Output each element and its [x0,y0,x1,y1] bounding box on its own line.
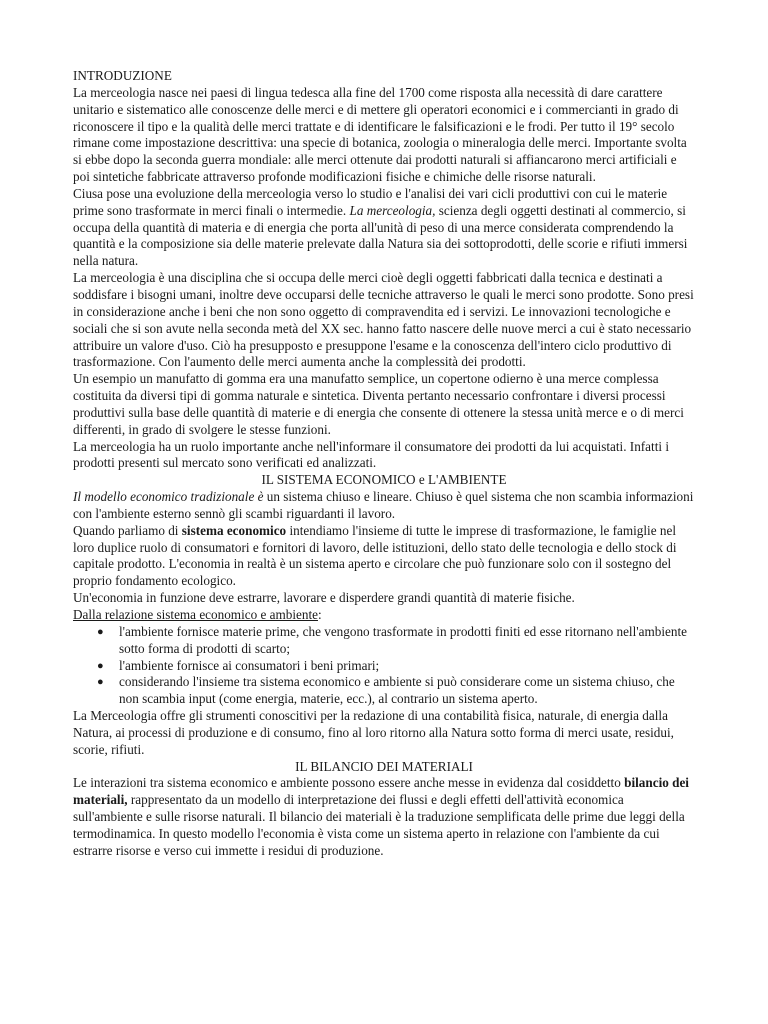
bilancio-paragraph-1 [73,775,695,859]
document-page [73,68,695,860]
sistema-paragraph-4 [73,607,695,624]
section-heading-sistema: IL SISTEMA ECONOMICO e L'AMBIENTE [261,472,507,488]
intro-paragraph-2-emphasis: La merceologia, [349,202,436,218]
intro-heading: INTRODUZIONE [73,68,172,83]
sistema-paragraph-2-bold: sistema economico [181,522,287,538]
sistema-paragraph-1-emphasis: Il modello economico tradizionale è [73,489,264,505]
intro-paragraph-2 [73,186,695,270]
list-item-text: considerando l'insieme tra sistema economico e ambiente si può considerare come un sistema chiuso, che non scambia input (come energia, materie, ecc.), al contrario un sistema aperto. [119,674,675,707]
intro-paragraph-5: La merceologia ha un ruolo importante anche nell'informare il consumatore dei prodotti da lui acquistati. Infatti i prodotti presenti sul mercato sono verificati ed analizzati. [73,438,669,471]
bullet-icon: ● [97,625,104,638]
intro-paragraph-2-text-a: Ciusa pose una evoluzione della merceologia verso lo studio e l'analisi dei vari cicli produttivi con cui le materie prime sono trasformate in merci finali o intermedie. [73,185,668,218]
sistema-paragraph-4-underlined: Dalla relazione sistema economico e ambiente [73,607,318,622]
sistema-paragraph-1 [73,489,695,523]
sistema-paragraph-2-text-a: Quando parliamo di [73,522,182,538]
bullet-list [73,624,695,708]
sistema-paragraph-5: La Merceologia offre gli strumenti conoscitivi per la redazione di una contabilità fisica, naturale, di energia dalla Natura, ai processi di produzione e di consumo, fino al loro ritorno alla Natura sotto forma di merci usate, residui, scorie, rifiuti. [73,708,674,757]
list-item-text: l'ambiente fornisce ai consumatori i beni primari; [119,657,380,673]
bullet-icon: ● [97,659,104,672]
list-item [73,674,695,708]
list-item [73,624,695,658]
sistema-paragraph-1-text: un sistema chiuso e lineare. Chiuso è quel sistema che non scambia informazioni con l'ambiente esterno sennò gli scambi riguardanti il lavoro. [73,489,694,521]
intro-paragraph-1: La merceologia nasce nei paesi di lingua tedesca alla fine del 1700 come risposta alla necessità di dare carattere unitario e sistematico alle conoscenze delle merci e di mettere gli operatori economici e i commercianti in grado di riconoscere il tipo e la qualità delle merci trattate e di identificare le falsificazioni e le frodi. Per tutto il 19° secolo rimane come impostazione descrittiva: una specie di botanica, zoologia o mineralogia delle merci. Importante svolta si ebbe dopo la seconda guerra mondiale: alle merci ottenute dai prodotti naturali si affiancarono merci artificiali e poi sintetiche fabbricate attraverso profonde modificazioni fisiche e chimiche delle risorse naturali. [73,84,687,185]
sistema-paragraph-2 [73,523,695,590]
sistema-paragraph-3: Un'economia in funzione deve estrarre, lavorare e disperdere grandi quantità di materie fisiche. [73,590,575,606]
bilancio-paragraph-1-text-b: rappresentato da un modello di interpretazione dei flussi e degli effetti dell'attività economica sull'ambiente e sulle risorse naturali. Il bilancio dei materiali è la traduzione semplificata delle prime due leggi della termodinamica. In questo modello l'economia è vista come un sistema aperto in relazione con l'ambiente da cui estrarre risorse e verso cui immette i residui di produzione. [73,792,685,858]
section-heading-bilancio: IL BILANCIO DEI MATERIALI [295,758,473,774]
intro-paragraph-4: Un esempio un manufatto di gomma era una manufatto semplice, un copertone odierno è una merce complessa costituita da diversi tipi di gomma naturale e sintetica. Diventa pertanto necessario confrontare i diversi processi produttivi sulla base delle quantità di materie e di energia che consente di ottenere la stessa unità merce e o di merci differenti, in grado di svolgere le stesse funzioni. [73,371,684,437]
intro-paragraph-2-text-b: scienza degli oggetti destinati al commercio, si occupa della quantità di materia e di energia che porta all'unità di peso di una merce considerata comprendendo la quantità e la composizione sia delle materie prelevate dalla Natura sia dei sottoprodotti, delle scorie e rifiuti immersi nella natura. [73,202,688,269]
bullet-icon: ● [97,676,104,689]
list-item-text: l'ambiente fornisce materie prime, che vengono trasformate in prodotti finiti ed esse ritornano nell'ambiente sotto forma di prodotti di scarto; [119,623,687,656]
bilancio-paragraph-1-text-a: Le interazioni tra sistema economico e ambiente possono essere anche messe in evidenza dal cosiddetto [73,775,625,791]
sistema-paragraph-2-text-b: intendiamo l'insieme di tutte le imprese di trasformazione, le famiglie nel loro duplice ruolo di consumatori e fornitori di lavoro, delle istituzioni, dello stato delle tecnologia e dello stock di capitale prodotto. L'economia in realtà è un sistema aperto e circolare che può funzionare solo con il sostegno del proprio fondamento ecologico. [73,522,677,589]
bilancio-paragraph-1-bold: bilancio dei materiali, [73,775,689,808]
list-item [73,658,695,675]
intro-paragraph-3: La merceologia è una disciplina che si occupa delle merci cioè degli oggetti fabbricati dalla tecnica e destinati a soddisfare i bisogni umani, inoltre deve occuparsi delle tecniche attraverso le quali le merci sono prodotte. Sono presi in considerazione anche i beni che non sono oggetto di compravendita ed i servizi. Le innovazioni tecnologiche e sociali che si son avute nella seconda metà del XX sec. hanno fatto nascere delle nuove merci a cui è stato necessario attribuire un valore d'uso. Ciò ha presupposto e presuppone l'esame e la conoscenza dell'intero ciclo produttivo di trasformazione. Con l'aumento delle merci aumenta anche la complessità dei prodotti. [73,270,694,370]
sistema-paragraph-4-colon: : [317,607,322,622]
